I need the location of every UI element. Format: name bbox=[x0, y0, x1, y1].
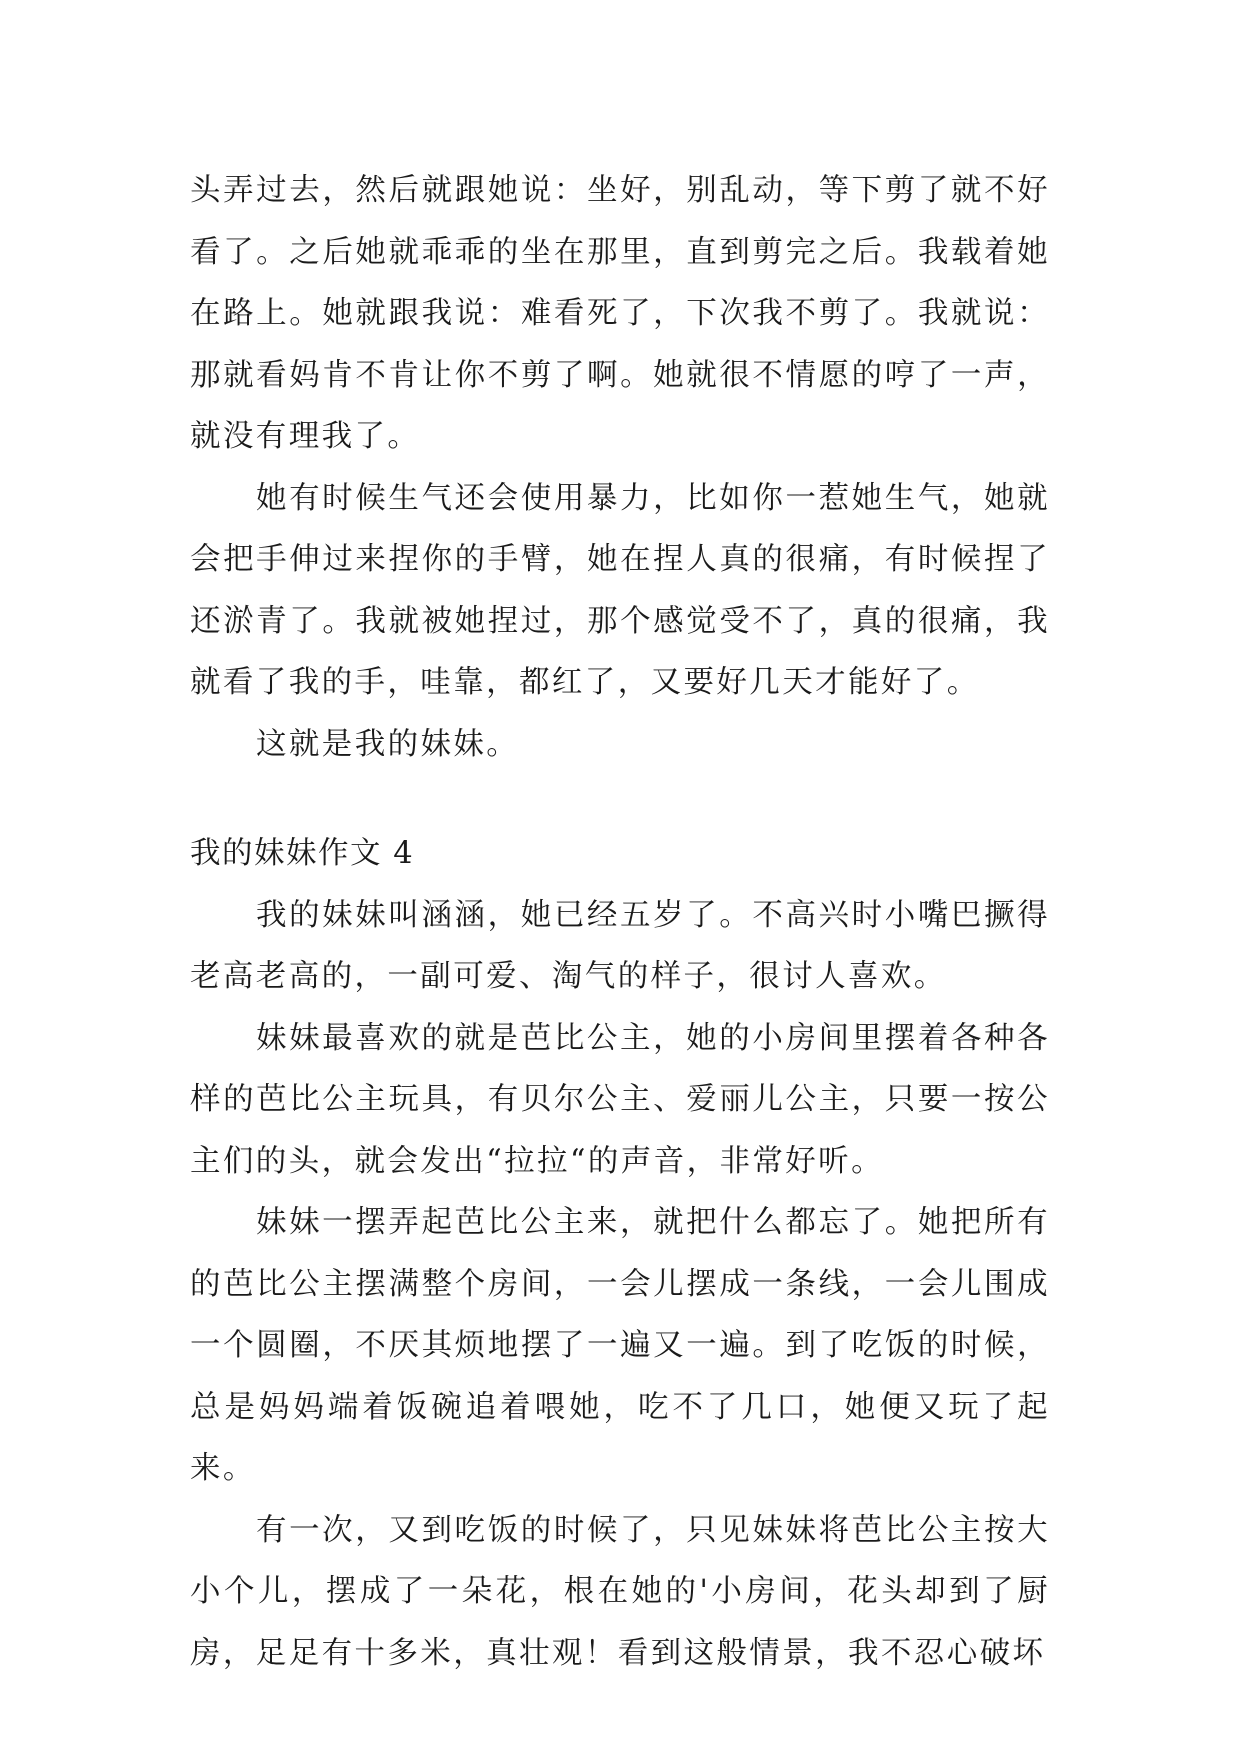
paragraph: 妹妹一摆弄起芭比公主来，就把什么都忘了。她把所有的芭比公主摆满整个房间，一会儿摆成一条线，一会儿围成一个圆圈，不厌其烦地摆了一遍又一遍。到了吃饭的时候，总是妈妈端着饭碗追着喂她，吃不了几口，她便又玩了起来。 bbox=[190, 1205, 1050, 1486]
paragraph: 有一次，又到吃饭的时候了，只见妹妹将芭比公主按大小个儿，摆成了一朵花，根在她的'小房间，花头却到了厨房，足足有十多米，真壮观！看到这般情景，我不忍心破坏 bbox=[190, 1512, 1050, 1671]
paragraph: 这就是我的妹妹。 bbox=[256, 726, 520, 762]
paragraph: 我的妹妹叫涵涵，她已经五岁了。不高兴时小嘴巴撅得老高老高的，一副可爱、淘气的样子，很讨人喜欢。 bbox=[190, 897, 1050, 994]
section-heading: 我的妹妹作文 4 bbox=[190, 836, 415, 871]
paragraph: 她有时候生气还会使用暴力，比如你一惹她生气，她就会把手伸过来捏你的手臂，她在捏人真的很痛，有时候捏了还淤青了。我就被她捏过，那个感觉受不了，真的很痛，我就看了我的手，哇靠，都红了，又要好几天才能好了。 bbox=[190, 480, 1050, 700]
paragraph: 妹妹最喜欢的就是芭比公主，她的小房间里摆着各种各样的芭比公主玩具，有贝尔公主、爱丽儿公主，只要一按公主们的头，就会发出“拉拉“的声音，非常好听。 bbox=[190, 1020, 1050, 1179]
paragraph: 头弄过去，然后就跟她说：坐好，别乱动，等下剪了就不好看了。之后她就乖乖的坐在那里，直到剪完之后。我载着她在路上。她就跟我说：难看死了，下次我不剪了。我就说：那就看妈肯不肯让你不剪了啊。她就很不情愿的哼了一声，就没有理我了。 bbox=[190, 173, 1050, 454]
document-body bbox=[190, 160, 1050, 1684]
